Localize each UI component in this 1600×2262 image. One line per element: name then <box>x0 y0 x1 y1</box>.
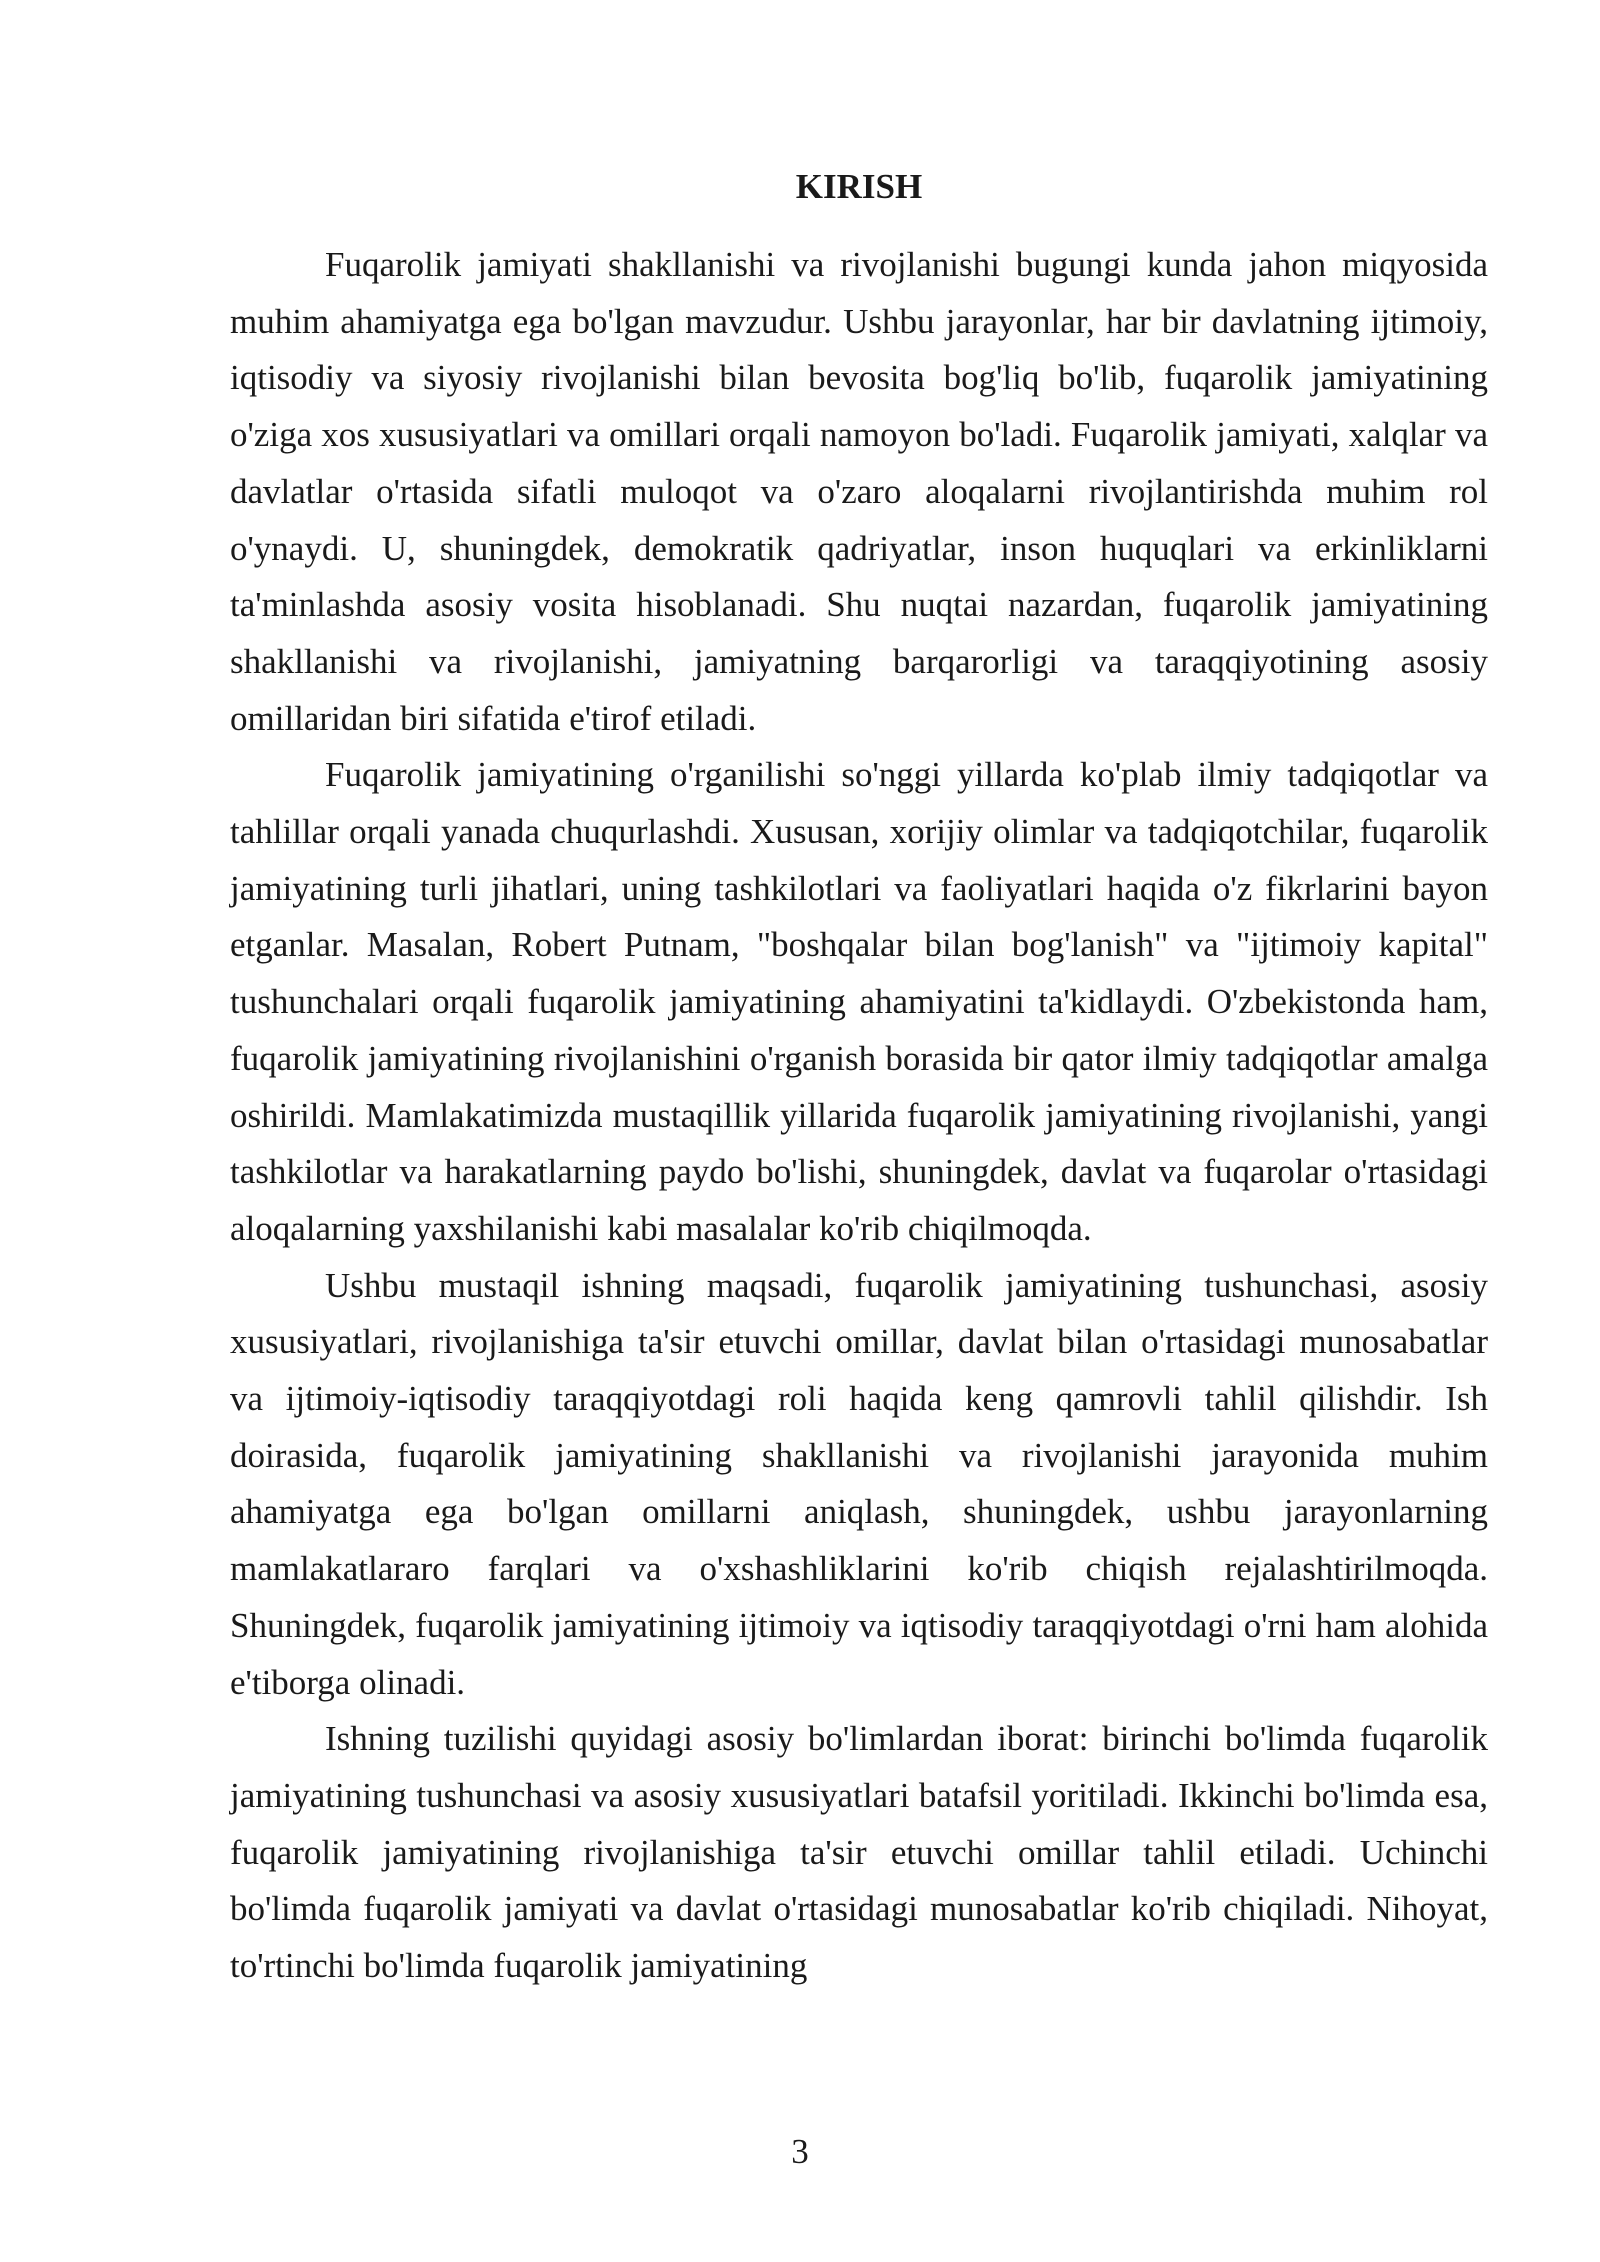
page-number: 3 <box>791 2132 809 2171</box>
paragraph-4: Ishning tuzilishi quyidagi asosiy bo'limlardan iborat: birinchi bo'limda fuqarolik jamiyatining tushunchasi va asosiy xususiyatlari batafsil yoritiladi. Ikkinchi bo'limda esa, fuqarolik jamiyatining rivojlanishiga ta'sir etuvchi omillar tahlil etiladi. Uchinchi bo'limda fuqarolik jamiyati va davlat o'rtasidagi munosabatlar ko'rib chiqiladi. Nihoyat, to'rtinchi bo'limda fuqarolik jamiyatining <box>230 1719 1488 1986</box>
paragraph-3: Ushbu mustaqil ishning maqsadi, fuqarolik jamiyatining tushunchasi, asosiy xususiyatlari, rivojlanishiga ta'sir etuvchi omillar, davlat bilan o'rtasidagi munosabatlar va ijtimoiy-iqtisodiy taraqqiyotdagi roli haqida keng qamrovli tahlil qilishdir. Ish doirasida, fuqarolik jamiyatining shakllanishi va rivojlanishi jarayonida muhim ahamiyatga ega bo'lgan omillarni aniqlash, shuningdek, ushbu jarayonlarning mamlakatlararo farqlari va o'xshashliklarini ko'rib chiqish rejalashtirilmoqda. Shuningdek, fuqarolik jamiyatining ijtimoiy va iqtisodiy taraqqiyotdagi o'rni ham alohida e'tiborga olinadi. <box>230 1265 1488 1702</box>
paragraph-2: Fuqarolik jamiyatining o'rganilishi so'nggi yillarda ko'plab ilmiy tadqiqotlar va tahlillar orqali yanada chuqurlashdi. Xususan, xorijiy olimlar va tadqiqotchilar, fuqarolik jamiyatining turli jihatlari, uning tashkilotlari va faoliyatlari haqida o'z fikrlarini bayon etganlar. Masalan, Robert Putnam, "boshqalar bilan bog'lanish" va "ijtimoiy kapital" tushunchalari orqali fuqarolik jamiyatining ahamiyatini ta'kidlaydi. O'zbekistonda ham, fuqarolik jamiyatining rivojlanishini o'rganish borasida bir qator ilmiy tadqiqotlar amalga oshirildi. Mamlakatimizda mustaqillik yillarida fuqarolik jamiyatining rivojlanishi, yangi tashkilotlar va harakatlarning paydo bo'lishi, shuningdek, davlat va fuqarolar o'rtasidagi aloqalarning yaxshilanishi kabi masalalar ko'rib chiqilmoqda. <box>230 755 1488 1248</box>
page-body <box>230 163 1488 1995</box>
section-heading: KIRISH <box>795 167 923 206</box>
paragraph-1: Fuqarolik jamiyati shakllanishi va rivojlanishi bugungi kunda jahon miqyosida muhim ahamiyatga ega bo'lgan mavzudur. Ushbu jarayonlar, har bir davlatning ijtimoiy, iqtisodiy va siyosiy rivojlanishi bilan bevosita bog'liq bo'lib, fuqarolik jamiyatining o'ziga xos xususiyatlari va omillari orqali namoyon bo'ladi. Fuqarolik jamiyati, xalqlar va davlatlar o'rtasida sifatli muloqot va o'zaro aloqalarni rivojlantirishda muhim rol o'ynaydi. U, shuningdek, demokratik qadriyatlar, inson huquqlari va erkinliklarni ta'minlashda asosiy vosita hisoblanadi. Shu nuqtai nazardan, fuqarolik jamiyatining shakllanishi va rivojlanishi, jamiyatning barqarorligi va taraqqiyotining asosiy omillaridan biri sifatida e'tirof etiladi. <box>230 245 1488 738</box>
